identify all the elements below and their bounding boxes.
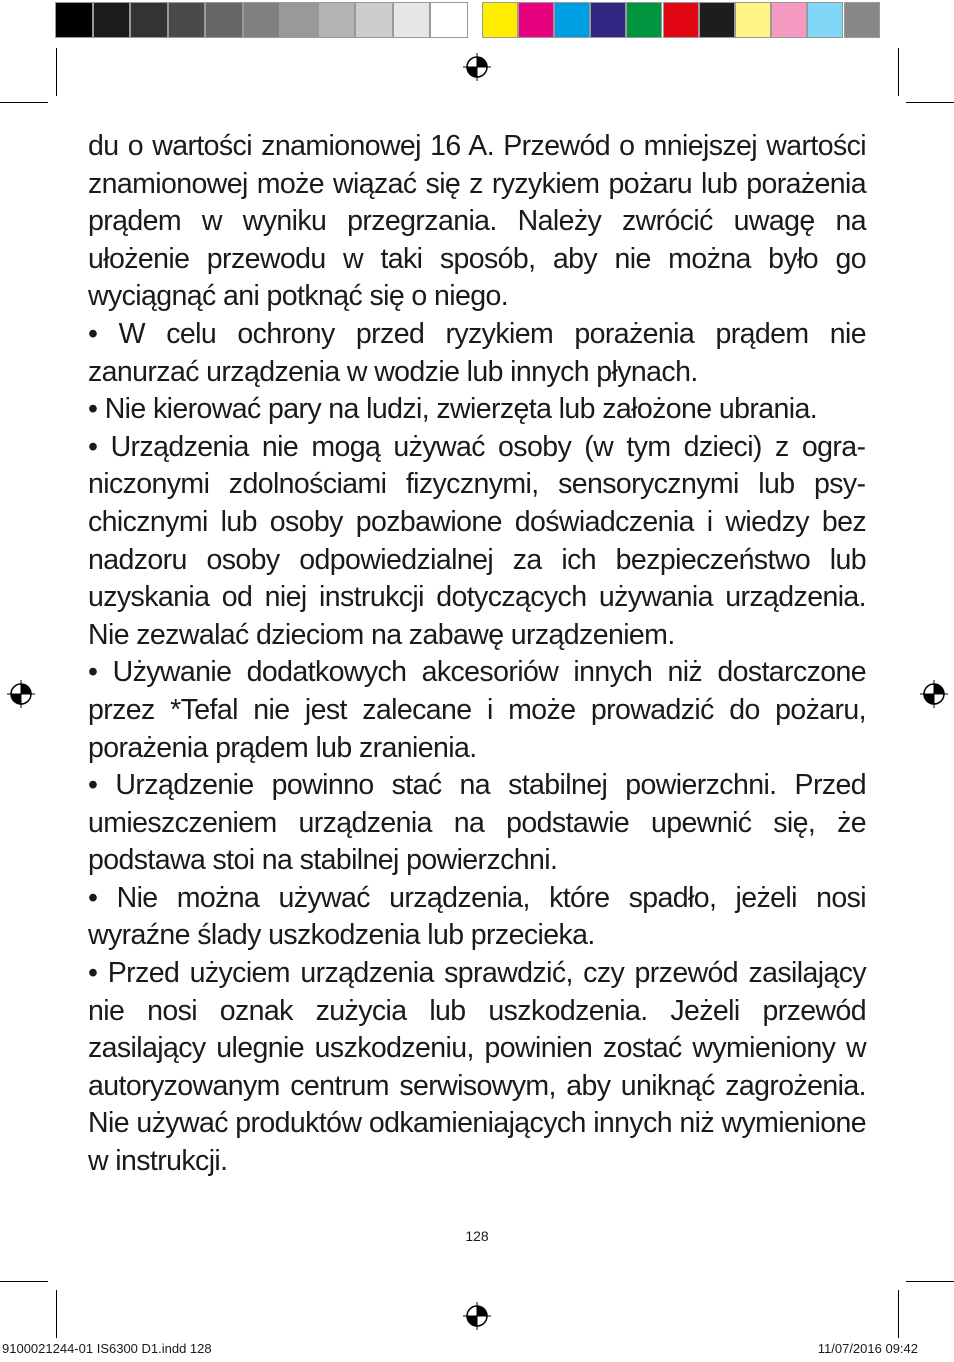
- crop-mark-bottom-right-h: [906, 1281, 954, 1282]
- color-swatch: [318, 2, 356, 38]
- slug-date-time: 11/07/2016 09:42: [817, 1341, 918, 1356]
- page-number: 128: [465, 1228, 489, 1244]
- crop-mark-bottom-right-v: [898, 1290, 899, 1338]
- color-swatch: [393, 2, 431, 38]
- color-swatch: [168, 2, 206, 38]
- color-swatch: [55, 2, 93, 38]
- color-swatch: [590, 2, 626, 38]
- crop-mark-top-right-h: [906, 102, 954, 103]
- registration-mark-top-icon: [463, 53, 491, 81]
- color-swatch: [243, 2, 281, 38]
- slug-file-name: 9100021244-01 IS6300 D1.indd 128: [2, 1341, 212, 1356]
- color-swatch: [699, 2, 735, 38]
- crop-mark-bottom-left-v: [56, 1290, 57, 1338]
- color-swatch: [663, 2, 699, 38]
- paragraph-accessories: • Używanie dodatkowych akcesoriów innych niż dostarczone przez *Tefal nie jest zalecane i może prowadzić do pożaru, porażenia prądem lub zranienia.: [88, 656, 866, 764]
- registration-mark-bottom-icon: [463, 1302, 491, 1330]
- color-swatch: [205, 2, 243, 38]
- paragraph-steam-direction: • Nie kierować pary na ludzi, zwierzęta lub założone ubrania.: [88, 393, 818, 426]
- color-swatch: [518, 2, 554, 38]
- crop-mark-top-left-v: [56, 48, 57, 96]
- color-swatch: [735, 2, 771, 38]
- body-text: [88, 128, 866, 1181]
- crop-mark-top-left-h: [0, 102, 48, 103]
- paragraph-supervision: • Urządzenia nie mogą używać osoby (w tym dzieci) z ograniczonymi zdolnościami fizycznymi, sensorycznymi lub psychicznymi lub osoby pozbawione doświadczenia i wiedzy bez nadzoru osoby odpowiedzialnej za ich bezpieczeństwo lub uzyskania od niej instrukcji dotyczących używania urządzenia. Nie zezwalać dzieciom na zabawę urządzeniem.: [88, 430, 866, 651]
- color-calibration-bar: [55, 2, 900, 38]
- registration-mark-right-icon: [920, 680, 948, 708]
- paragraph-dropped-appliance: • Nie można używać urządzenia, które spadło, jeżeli nosi wyraźne ślady uszkodzenia lub przecieka.: [88, 881, 866, 952]
- color-swatch: [93, 2, 131, 38]
- color-swatch: [771, 2, 807, 38]
- color-swatch: [355, 2, 393, 38]
- paragraph-immersion: • W celu ochrony przed ryzykiem porażenia prądem nie zanurzać urządzenia w wodzie lub innych płynach.: [88, 317, 866, 388]
- paragraph-cord-rating: du o wartości znamionowej 16 A. Przewód o mniejszej wartości znamionowej może wiązać się z ryzykiem pożaru lub porażenia prądem w wyniku przegrzania. Należy zwrócić uwagę na ułożenie przewodu w taki sposób, aby nie można było go wyciągnąć ani potknąć się o niego.: [88, 130, 866, 313]
- color-swatch: [482, 2, 518, 38]
- registration-mark-left-icon: [7, 680, 35, 708]
- color-swatch: [844, 2, 880, 38]
- paragraph-stable-surface: • Urządzenie powinno stać na stabilnej powierzchni. Przed umieszczeniem urządzenia na podstawie upewnić się, że podstawa stoi na stabilnej powierzchni.: [88, 769, 866, 877]
- color-swatch: [130, 2, 168, 38]
- color-swatch: [807, 2, 843, 38]
- color-swatch: [554, 2, 590, 38]
- color-swatch: [626, 2, 662, 38]
- color-swatch: [280, 2, 318, 38]
- color-swatch: [430, 2, 468, 38]
- crop-mark-top-right-v: [898, 48, 899, 96]
- crop-mark-bottom-left-h: [0, 1281, 48, 1282]
- paragraph-cord-check: • Przed użyciem urządzenia sprawdzić, czy przewód zasilający nie nosi oznak zużycia lub uszkodzenia. Jeżeli przewód zasilający ulegnie uszkodzeniu, powinien zostać wymieniony w autoryzowanym centrum serwisowym, aby uniknąć zagrożenia. Nie używać produktów odkamieniających innych niż wymienione w instrukcji.: [88, 957, 866, 1178]
